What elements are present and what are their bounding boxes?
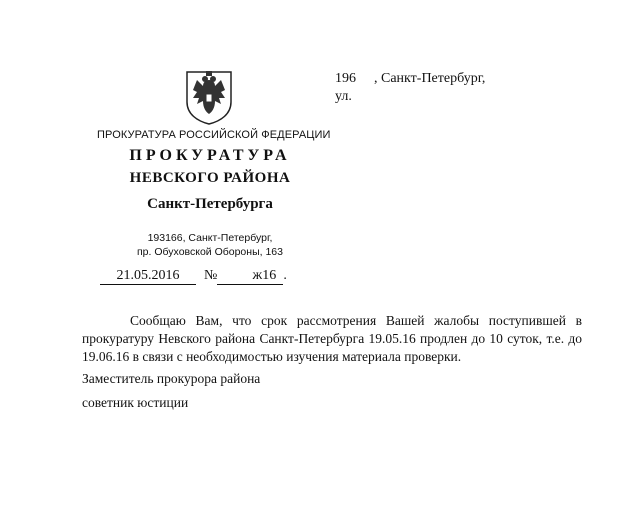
number-sign: № bbox=[204, 268, 218, 283]
signer-rank: советник юстиции bbox=[82, 395, 189, 410]
registration-number: ж16 bbox=[245, 268, 283, 285]
state-emblem-icon bbox=[183, 68, 235, 126]
org-full-name: ПРОКУРАТУРА РОССИЙСКОЙ ФЕДЕРАЦИИ bbox=[97, 129, 331, 141]
recipient-city: , Санкт-Петербург, bbox=[374, 71, 486, 86]
letterhead-city: Санкт-Петербурга bbox=[147, 196, 273, 212]
registration-date: 21.05.2016 bbox=[100, 268, 196, 285]
signer-position: Заместитель прокурора района bbox=[82, 371, 261, 386]
number-blank bbox=[217, 268, 245, 285]
recipient-street: ул. bbox=[335, 89, 352, 104]
letterhead-district: НЕВСКОГО РАЙОНА bbox=[129, 170, 291, 186]
registration-line: 21.05.2016 № ж16 . bbox=[100, 268, 287, 285]
return-address-line2: пр. Обуховской Обороны, 163 bbox=[137, 246, 283, 258]
recipient-address bbox=[335, 70, 485, 106]
letterhead-title: ПРОКУРАТУРА bbox=[129, 147, 291, 164]
return-address-line1: 193166, Санкт-Петербург, bbox=[147, 232, 273, 244]
recipient-postal-index: 196 bbox=[335, 71, 356, 86]
letter-body: Сообщаю Вам, что срок рассмотрения Вашей жалобы поступившей в прокуратуру Невского района Санкт-Петербурга 19.05.16 продлен до 10 суток, т.е. до 19.06.16 в связи с необходимостью изучения материала проверки. bbox=[82, 313, 582, 364]
